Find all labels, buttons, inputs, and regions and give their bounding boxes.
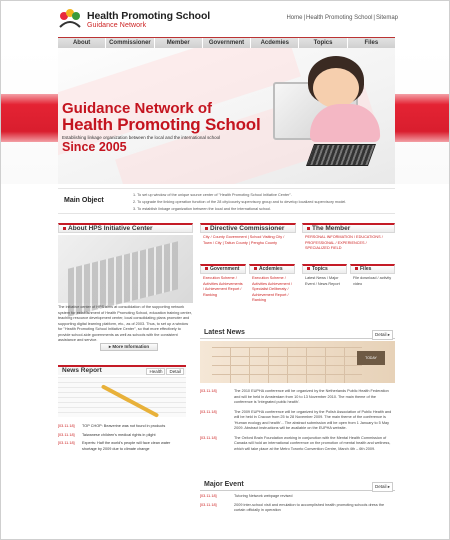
- hero-tagline: Establishing linkage organization between the local and the international school: [62, 135, 221, 140]
- item-text: The 2009 EUPHA conference will be organized by the Polish Association of Public Health and will be held in Cracow from 25 to 28 November 2009. The main theme of the conference is 'Human ecology and health'... The abstract submission will be open from 1 January to 5 May 2009. Abstract instructions will be available on the EUPHA website.: [234, 409, 392, 430]
- item-text: Taiwanese children's medical rights in plight: [82, 432, 156, 437]
- hero-since: Since 2005: [62, 140, 127, 154]
- acdemies-panel: [249, 264, 295, 306]
- tab-detail[interactable]: Detail: [166, 368, 184, 375]
- main-object-item: 2. To upgrade the linking operation function of the 28 city/county supervisory group and to develop localized supervisory model.: [133, 200, 347, 204]
- list-item[interactable]: [58, 433, 186, 439]
- acdemies-header[interactable]: [249, 264, 295, 274]
- keyboard-image: [306, 144, 376, 166]
- news-report-title: News Report: [62, 367, 102, 374]
- item-text: 2009 inter-school visit and emulation to accomplished health promoting schools dress the curtain officially in operation: [234, 502, 385, 512]
- news-report-header: [58, 365, 186, 375]
- item-date: [03.11.18]: [200, 389, 217, 393]
- latest-news-title: Latest News: [204, 329, 245, 336]
- pencil-image: [101, 384, 159, 418]
- detail-label: Detail: [374, 484, 387, 489]
- topics-header[interactable]: [302, 264, 347, 274]
- girl-face: [313, 68, 359, 108]
- news-report-image: [58, 377, 186, 417]
- bullet-icon: [205, 267, 208, 270]
- member-title: The Member: [312, 225, 351, 232]
- detail-label: Detail: [374, 332, 387, 337]
- tab-health[interactable]: Health: [146, 368, 165, 375]
- more-information-label: More Information: [112, 344, 150, 349]
- logo-icon[interactable]: [57, 7, 83, 31]
- acdemies-title: Acdemies: [259, 266, 283, 272]
- hero-band-left: [1, 94, 58, 142]
- nav-acdemies[interactable]: Acdemies: [251, 38, 299, 48]
- hero-title-line2: Health Promoting School: [62, 115, 261, 134]
- item-date: [03.11.18]: [58, 441, 75, 445]
- hero-title-line1: Guidance Network of: [62, 100, 213, 117]
- list-item[interactable]: [200, 410, 395, 432]
- topics-links[interactable]: Latest News / Major Event / News Report: [305, 276, 340, 286]
- item-text: TOP CHOP: Beaverine was not found in products: [82, 424, 166, 428]
- nav-commissioner[interactable]: Commissioner: [106, 38, 154, 48]
- item-date: [03.11.18]: [200, 409, 217, 414]
- files-title: Files: [360, 266, 372, 272]
- nav-about[interactable]: About: [58, 38, 106, 48]
- brand-subtitle: Guidance Network: [87, 22, 147, 29]
- directive-links[interactable]: City / County Government | School Visiting City / Town / City | Taitun County | Penghu County: [203, 235, 285, 245]
- item-text: Experts: Half the world's people will face clean water shortage by 2009 due to climate change: [82, 441, 171, 451]
- bullet-icon: [355, 267, 358, 270]
- directive-title: Directive Commissioner: [210, 225, 285, 232]
- nav-member[interactable]: Member: [155, 38, 203, 48]
- brand-title[interactable]: Health Promoting School: [87, 10, 211, 22]
- item-date: [03.11.18]: [58, 424, 75, 428]
- about-image: [58, 235, 193, 303]
- bullet-icon: [307, 227, 310, 230]
- bullet-icon: [63, 227, 66, 230]
- major-event-panel: [200, 481, 395, 514]
- top-links: Home|Health Promoting School|Sitemap: [286, 15, 398, 21]
- nav-government[interactable]: Government: [203, 38, 251, 48]
- list-item[interactable]: [58, 441, 186, 452]
- news-report-tabs: [145, 368, 184, 376]
- item-text: The Oxford Brain Foundation working in conjunction with the Mental Health Commission of Canada will hold an international conference on the promotion of mental health and wellness, which will take place at the Metro Toronto Convention Centre, March 4th – 6th 2009.: [234, 435, 391, 451]
- list-item[interactable]: [200, 389, 395, 406]
- item-text: The 2010 EUPHA conference will be organized by the Netherlands Public Health Federation and will be held in Amsterdam from 10 to 13 November 2010. The main theme of the conference is 'Integrated public health'.: [234, 389, 389, 404]
- directive-header[interactable]: [200, 223, 296, 233]
- member-panel: [302, 223, 395, 254]
- acdemies-links[interactable]: Execution Scheme / Activities Achievement / Specialist Deliberaty / Achievement Report / Ranking: [252, 276, 292, 302]
- about-title: About HPS Initiative Center: [68, 225, 153, 232]
- topics-panel: [302, 264, 347, 289]
- main-object-item: 1. To set up window of the unique source center of "Health Promoting School Initiative Center".: [133, 193, 292, 197]
- latest-news-detail-button[interactable]: Detail ▸: [372, 330, 393, 340]
- government-links[interactable]: Execution Scheme / Activities Achievements / Achievement Report / Ranking: [203, 276, 243, 297]
- main-object-list: [133, 192, 346, 213]
- nav-topics[interactable]: Topics: [299, 38, 347, 48]
- main-nav: [58, 37, 395, 48]
- member-links[interactable]: PERSONAL INFORMATION / EDUCATIONS / PROFESSIONAL / EXPERIENCES / SPECIALIZED FIELD: [305, 235, 383, 250]
- list-item[interactable]: [200, 436, 395, 453]
- files-header[interactable]: [350, 264, 395, 274]
- files-panel: [350, 264, 395, 289]
- major-event-list: [200, 494, 395, 514]
- hero-banner: [1, 48, 450, 184]
- top-link-home[interactable]: Home: [286, 15, 303, 21]
- bullet-icon: [254, 267, 257, 270]
- main-object: [58, 188, 395, 214]
- today-label: TODAY: [357, 351, 385, 365]
- item-date: [03.11.18]: [58, 432, 75, 437]
- about-header: [58, 223, 193, 233]
- hero-inner: [58, 48, 395, 184]
- main-object-label: Main Object: [64, 197, 104, 204]
- list-item[interactable]: [58, 424, 186, 430]
- latest-news-list: [200, 385, 395, 452]
- main-object-item: 3. To establish linkage organization between the local and the international school.: [133, 207, 272, 211]
- item-text: Tutoring Network webpage revised: [234, 494, 293, 498]
- files-links[interactable]: File download / activity video: [353, 276, 392, 286]
- latest-news-image: [200, 341, 395, 383]
- item-date: [03.11.18]: [200, 435, 217, 440]
- government-title: Government: [210, 266, 240, 272]
- government-panel: [200, 264, 246, 300]
- directive-panel: [200, 223, 296, 248]
- list-item[interactable]: [200, 494, 395, 500]
- list-item[interactable]: [200, 503, 395, 514]
- major-event-header: [200, 481, 395, 491]
- latest-news-header: [200, 329, 395, 339]
- major-event-detail-button[interactable]: Detail ▸: [372, 482, 393, 492]
- latest-news-panel: [200, 329, 395, 451]
- item-date: [03.11.18]: [200, 494, 217, 498]
- header: [1, 1, 450, 37]
- more-information-button[interactable]: ▸ More Information: [100, 343, 158, 351]
- bullet-icon: [307, 267, 310, 270]
- calendar-image: [212, 347, 362, 383]
- major-event-title: Major Event: [204, 481, 244, 488]
- bullet-icon: [205, 227, 208, 230]
- item-date: [03.11.18]: [200, 502, 217, 507]
- about-text: The initiative center of HPS aims at consolidation of the supporting network system for establishment of Health Promoting School, education training center, teaching resource development center, local consolidating plans promoter and supporting digital learning platform, etc., as of 2003. Thus, to set up a window for "Health Promoting School Initiative Center", so that more effectively to provide school-side governments as well as schools with the consistent assistance and service.: [58, 305, 192, 342]
- hero-band-right: [395, 94, 450, 142]
- news-report-panel: [58, 365, 186, 451]
- top-link-sitemap[interactable]: Sitemap: [375, 15, 398, 21]
- member-header[interactable]: [302, 223, 395, 233]
- news-report-list: [58, 421, 186, 452]
- topics-title: Topics: [312, 266, 328, 272]
- about-panel: [58, 223, 193, 355]
- top-link-hps[interactable]: Health Promoting School: [306, 15, 373, 21]
- nav-files[interactable]: Files: [364, 40, 379, 46]
- government-header[interactable]: [200, 264, 246, 274]
